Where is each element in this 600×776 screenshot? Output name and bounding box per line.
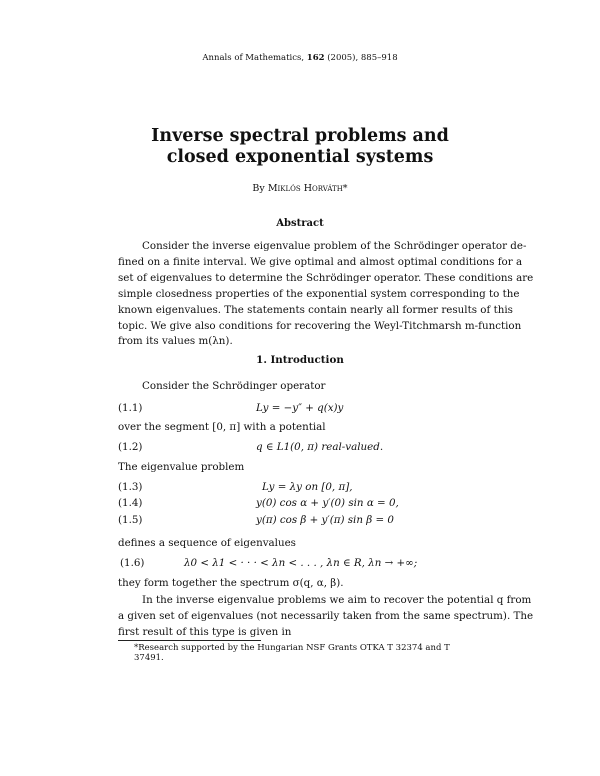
journal-name: Annals of Mathematics (202, 53, 302, 63)
equation-1-6: λ0 < λ1 < · · · < λn < . . . , λn ∈ R, λn → +∞; (184, 557, 418, 569)
eq-number-1-4: (1.4) (118, 497, 143, 509)
paper-title (0, 126, 600, 168)
abstract-line: Consider the inverse eigenvalue problem of the Schrödinger operator de- (142, 240, 527, 252)
abstract-line: topic. We give also conditions for recovering the Weyl-Titchmarsh m-function (118, 319, 522, 332)
title-line-2: closed exponential systems (166, 147, 434, 167)
author-name: Miklós Horváth* (267, 183, 348, 194)
equation-1-5: y(π) cos β + y′(π) sin β = 0 (256, 514, 394, 526)
journal-header: Annals of Mathematics, 162 (2005), 885–918 (202, 53, 398, 63)
equation-1-4: y(0) cos α + y′(0) sin α = 0, (256, 497, 399, 509)
byline (0, 183, 600, 194)
byline-prefix: By (252, 183, 265, 194)
footnote-rule (118, 640, 261, 641)
eq-number-1-6: (1.6) (120, 557, 145, 569)
title-line-1: Inverse spectral problems and (151, 126, 449, 146)
equation-1-3: Ly = λy on [0, π], (262, 481, 353, 493)
eq-number-1-1: (1.1) (118, 402, 143, 414)
eq-number-1-5: (1.5) (118, 514, 143, 526)
body-text: over the segment [0, π] with a potential (118, 421, 326, 433)
equation-1-1: Ly = −y″ + q(x)y (256, 402, 344, 414)
abstract-line: fined on a finite interval. We give optimal and almost optimal conditions for a (118, 255, 523, 268)
abstract-line: set of eigenvalues to determine the Schrödinger operator. These conditions are (118, 271, 534, 284)
body-text: The eigenvalue problem (118, 461, 245, 473)
intro-text: Consider the Schrödinger operator (142, 380, 326, 392)
section-heading: 1. Introduction (256, 354, 344, 366)
abstract-heading: Abstract (276, 218, 324, 229)
journal-volume: 162 (306, 53, 325, 63)
eq-number-1-3: (1.3) (118, 481, 143, 493)
journal-year-pages: (2005), 885–918 (327, 53, 398, 63)
body-line: In the inverse eigenvalue problems we aim to recover the potential q from (142, 594, 532, 606)
body-line: a given set of eigenvalues (not necessarily taken from the same spectrum). The (118, 609, 534, 622)
body-text: defines a sequence of eigenvalues (118, 537, 296, 549)
footnote: *Research supported by the Hungarian NSF Grants OTKA T 32374 and T 37491. (134, 643, 450, 663)
abstract-line: known eigenvalues. The statements contain nearly all former results of this (118, 303, 513, 316)
abstract-line: from its values m(λn). (118, 335, 233, 348)
body-paragraph (118, 593, 534, 641)
body-line: first result of this type is given in (118, 625, 292, 638)
equation-1-2: q ∈ L1(0, π) real-valued. (256, 441, 384, 453)
body-text: they form together the spectrum σ(q, α, β). (118, 577, 344, 589)
eq-number-1-2: (1.2) (118, 441, 143, 453)
abstract-text (118, 239, 534, 350)
abstract-line: simple closedness properties of the exponential system corresponding to the (118, 287, 520, 300)
